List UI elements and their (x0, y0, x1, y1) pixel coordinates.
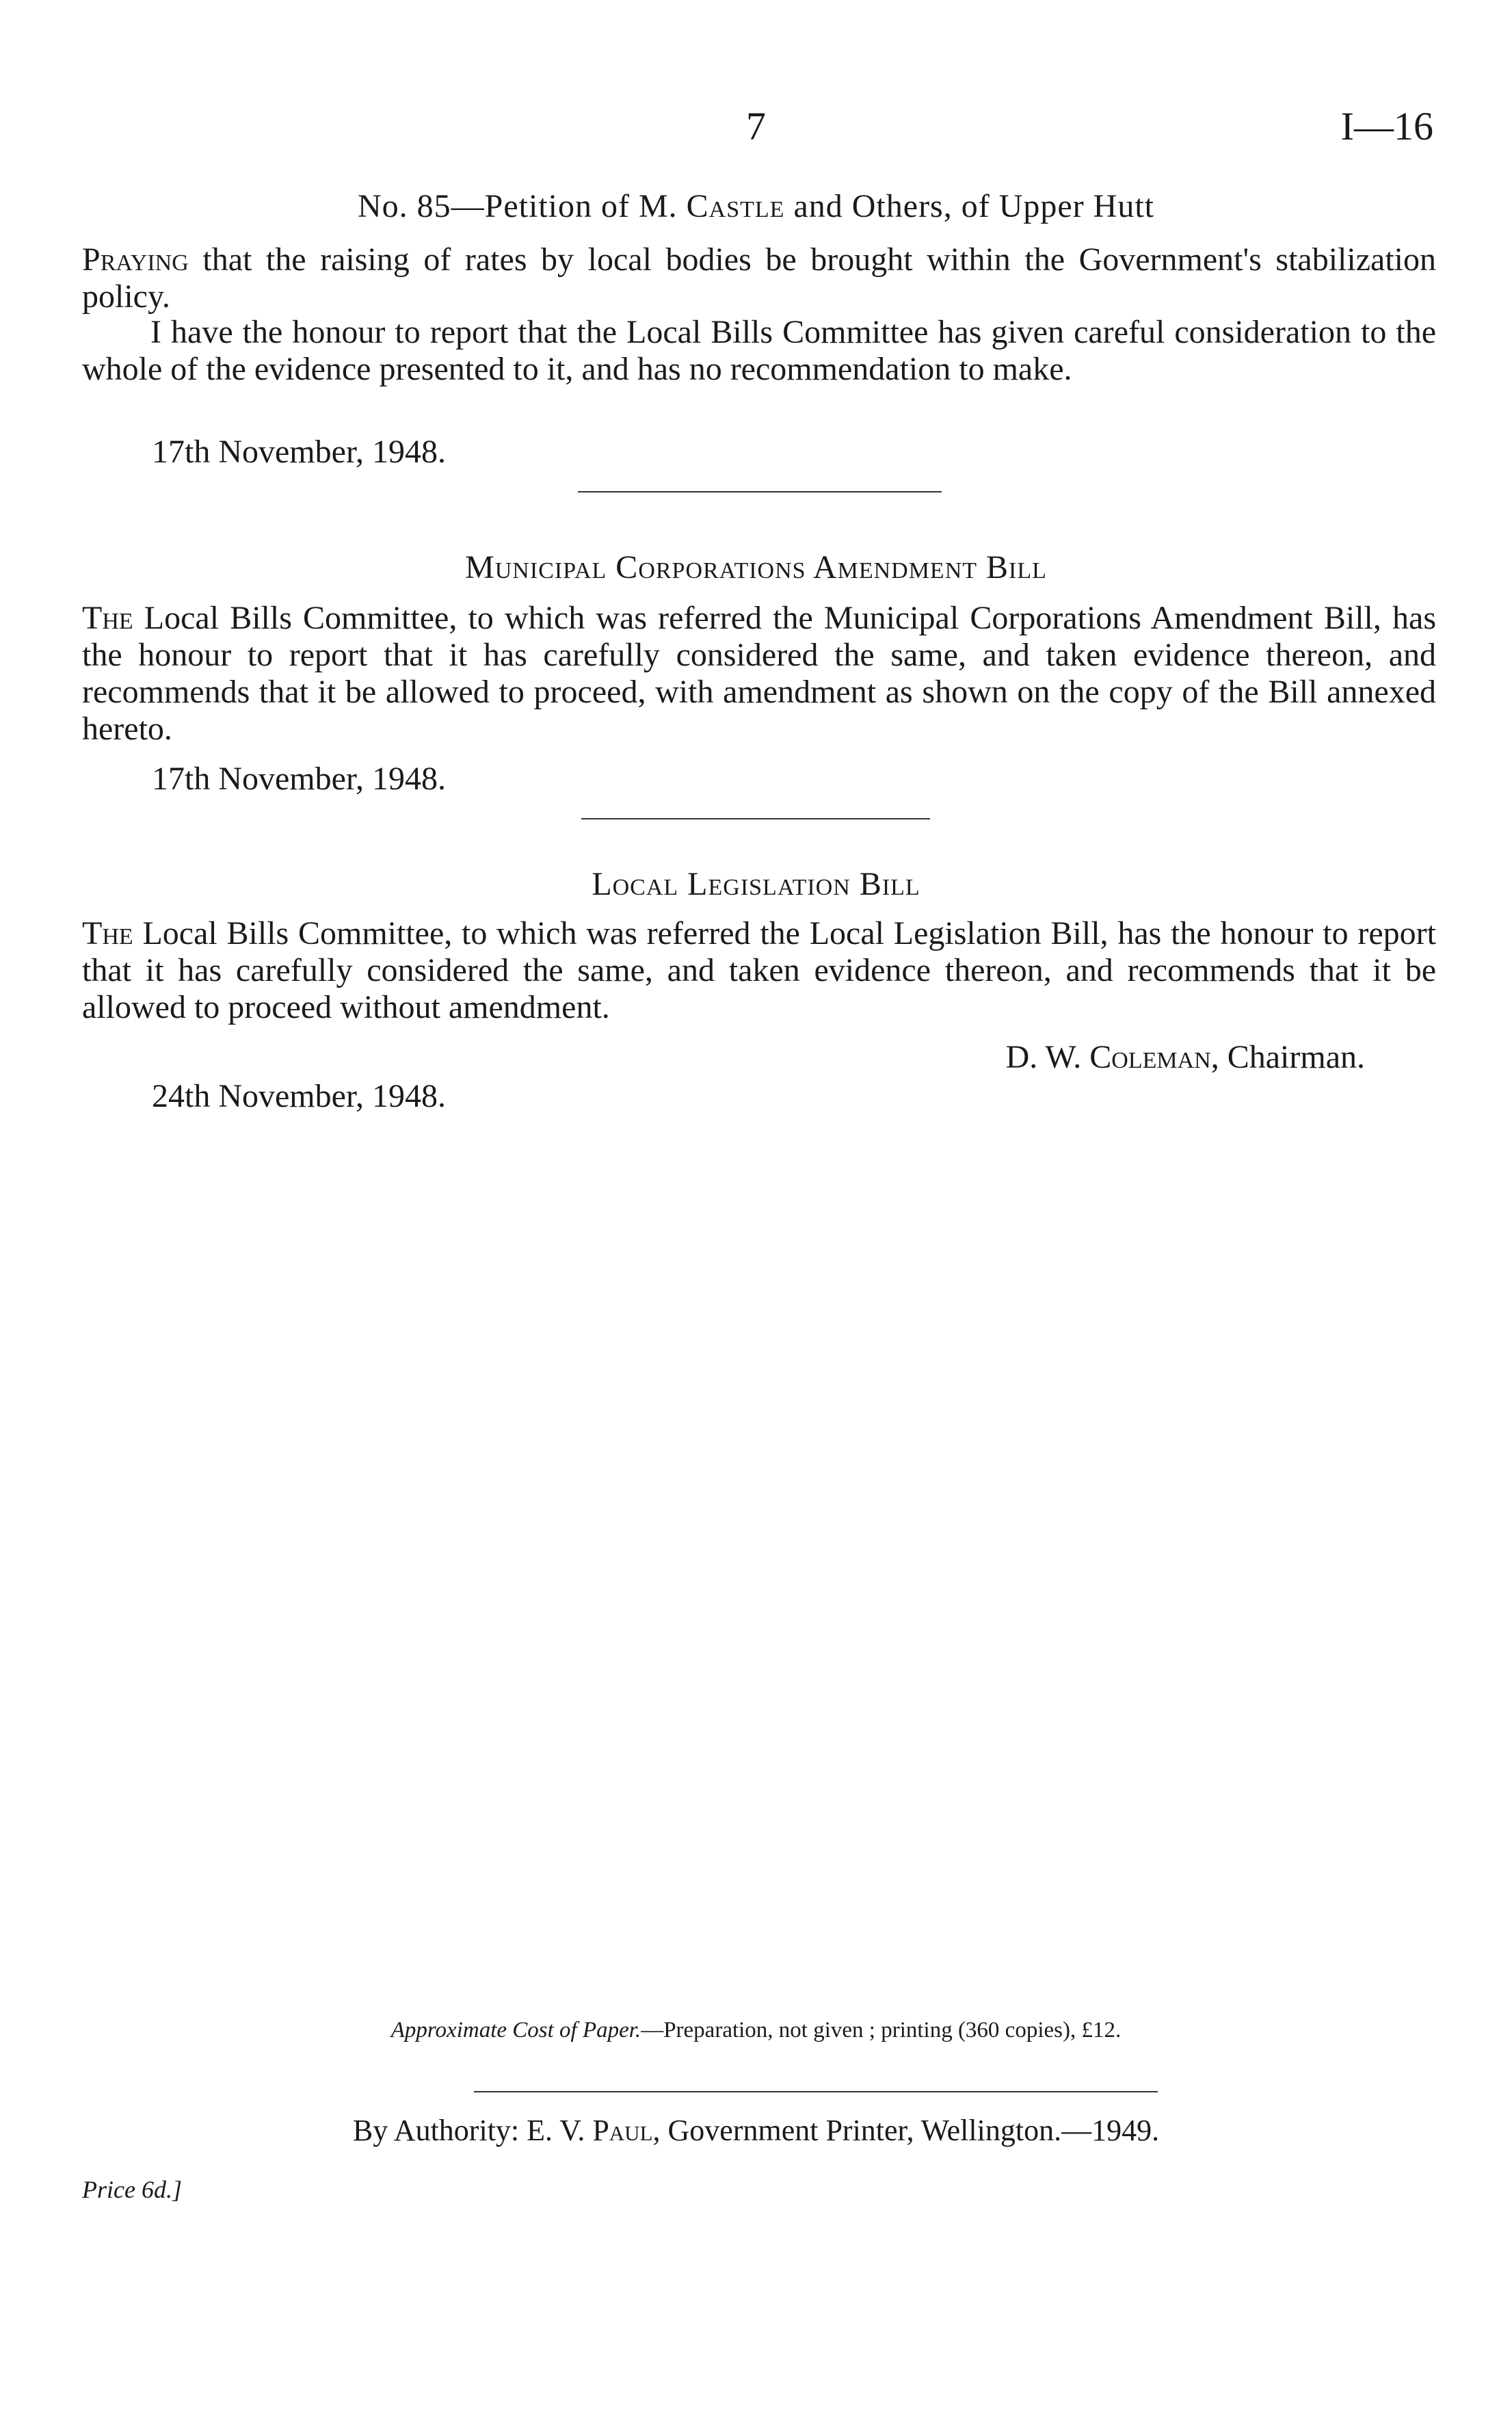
section-divider-2 (581, 818, 930, 819)
petitioner-name: Castle (686, 188, 785, 224)
signatory-title: , Chairman. (1210, 1039, 1365, 1075)
petition-heading-suffix: and Others, of Upper Hutt (793, 188, 1154, 224)
document-reference: I—16 (1340, 104, 1433, 148)
printer-name: Paul (592, 2114, 653, 2147)
cost-text: —Preparation, not given ; printing (360 copies), £12. (641, 2018, 1122, 2042)
municipal-bill-heading: Municipal Corporations Amendment Bill (465, 549, 1047, 586)
signatory-name: Coleman (1089, 1039, 1211, 1075)
authority-prefix: By Authority: E. V. (352, 2114, 585, 2147)
section-divider-1 (578, 491, 942, 492)
local-legislation-date: 24th November, 1948. (152, 1078, 447, 1114)
municipal-bill-date: 17th November, 1948. (152, 761, 447, 797)
petition-heading-prefix: No. 85—Petition of M. (357, 188, 678, 224)
petition-report-paragraph: I have the honour to report that the Local Bills Committee has given careful consideration to the whole of the evidence presented to it, and has no recommendation to make. (82, 314, 1436, 387)
local-legislation-text: Local Bills Committee, to which was referred the Local Legislation Bill, has the honour to report that it has carefully considered the same, and taken evidence thereon, and recommends that it be allowed to proceed without amendment. (82, 915, 1436, 1025)
signatory-initials: D. W. (1005, 1039, 1082, 1075)
chairman-signature (1006, 1038, 1365, 1077)
municipal-bill-paragraph (82, 600, 1436, 748)
petition-heading (0, 186, 1512, 227)
footer-divider (474, 2091, 1158, 2092)
local-legislation-lead: The (82, 915, 133, 951)
praying-text: that the raising of rates by local bodies be brought within the Government's stabilization policy. (82, 241, 1437, 315)
petition-date: 17th November, 1948. (152, 434, 447, 470)
municipal-bill-text: Local Bills Committee, to which was referred the Municipal Corporations Amendment Bill, has the honour to report that it has carefully considered the same, and taken evidence thereon, and recommends that it be allowed to proceed, with amendment as shown on the copy of the Bill annexed hereto. (82, 600, 1437, 747)
page-number: 7 (746, 104, 766, 148)
price-note: Price 6d.] (82, 2176, 182, 2203)
praying-lead: Praying (82, 241, 189, 278)
cost-of-paper-note (0, 2015, 1512, 2045)
local-legislation-paragraph (82, 915, 1436, 1026)
municipal-bill-lead: The (82, 600, 133, 636)
cost-label: Approximate Cost of Paper. (390, 2018, 641, 2042)
local-legislation-heading: Local Legislation Bill (592, 866, 920, 902)
authority-suffix: , Government Printer, Wellington.—1949. (652, 2114, 1160, 2147)
authority-line (0, 2112, 1512, 2149)
petition-praying-paragraph (82, 241, 1436, 315)
